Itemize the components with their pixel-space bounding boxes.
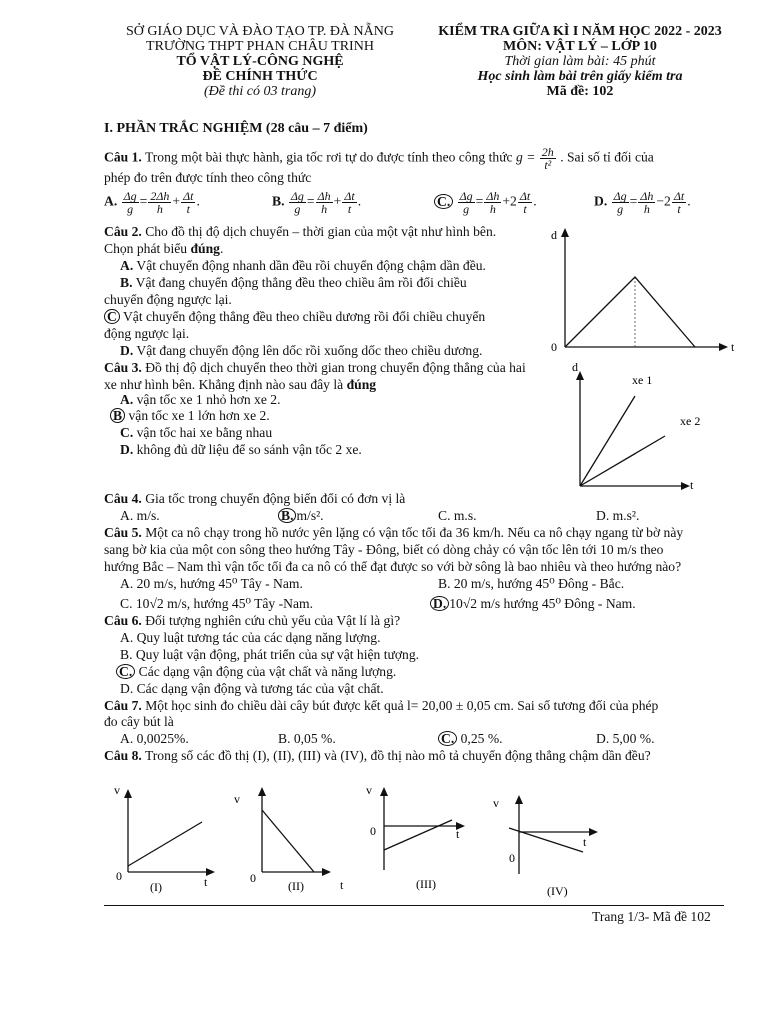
q1-option-c[interactable]: C. $\frac{\Delta g}{g}$ = $\frac{\Delta h}{h}$ +2 $\frac{\Delta t}{t}$ . bbox=[434, 190, 537, 215]
q8-graph-4 bbox=[485, 790, 605, 905]
exam-title: KIỂM TRA GIỮA KÌ I NĂM HỌC 2022 - 2023 bbox=[438, 24, 722, 39]
q5-option-d[interactable]: D. 10√2 m/s hướng 45⁰ Đông - Nam. bbox=[430, 596, 636, 611]
q7-option-c[interactable]: C. 0,25 %. bbox=[438, 731, 503, 746]
q5-label: Câu 5. bbox=[104, 525, 142, 540]
q1-formula-lhs: g = bbox=[516, 149, 536, 165]
time-limit: Thời gian làm bài: 45 phút bbox=[504, 54, 656, 69]
q3-option-d[interactable]: D. không đủ dữ liệu để so sánh vận tốc 2 xe. bbox=[120, 442, 362, 457]
q2-x-label: t bbox=[731, 340, 735, 354]
q6-option-b[interactable]: B. Quy luật vận động, phát triển của sự vật hiện tượng. bbox=[120, 647, 420, 662]
q5-option-a[interactable]: A. 20 m/s, hướng 45⁰ Tây - Nam. bbox=[120, 576, 303, 591]
g2-x-label: t bbox=[340, 878, 344, 892]
group-name: TỔ VẬT LÝ-CÔNG NGHỆ bbox=[176, 54, 344, 69]
q2-y-label: d bbox=[551, 228, 557, 242]
q1-text3: phép đo trên được tính theo công thức bbox=[104, 170, 312, 185]
q4-option-c[interactable]: C. m.s. bbox=[438, 508, 477, 523]
q4-stem: Câu 4. Gia tốc trong chuyển động biến đổi có đơn vị là bbox=[104, 491, 406, 506]
q2-origin: 0 bbox=[551, 340, 557, 354]
q4-option-a[interactable]: A. m/s. bbox=[120, 508, 160, 523]
exam-note: Học sinh làm bài trên giấy kiểm tra bbox=[477, 69, 683, 84]
q1-option-b[interactable]: B. $\frac{\Delta g}{g}$ = $\frac{\Delta h}{h}$ + $\frac{\Delta t}{t}$ . bbox=[272, 189, 362, 216]
q6-option-a[interactable]: A. Quy luật tương tác của các dạng năng lượng. bbox=[120, 630, 381, 645]
q3-line-xe1 bbox=[580, 396, 635, 486]
dept-name: SỞ GIÁO DỤC VÀ ĐÀO TẠO TP. ĐÀ NẴNG bbox=[126, 24, 394, 39]
q7-option-d[interactable]: D. 5,00 %. bbox=[596, 731, 655, 746]
q7-answer-mark: C. bbox=[438, 731, 457, 746]
q4-option-d[interactable]: D. m.s². bbox=[596, 508, 640, 523]
q1-text2: . Sai số tỉ đối của bbox=[560, 149, 654, 165]
subject: MÔN: VẬT LÝ – LỚP 10 bbox=[503, 39, 657, 54]
q4-label: Câu 4. bbox=[104, 491, 142, 506]
q2-option-c-cont: động ngược lại. bbox=[104, 326, 190, 341]
g1-x-label: t bbox=[204, 875, 208, 889]
footer-page: Trang 1/3- Mã đề 102 bbox=[592, 909, 711, 924]
q5-option-c[interactable]: C. 10√2 m/s, hướng 45⁰ Tây -Nam. bbox=[120, 596, 313, 611]
q1-label: Câu 1. bbox=[104, 149, 142, 165]
q3-y-label: d bbox=[572, 360, 578, 374]
g4-x-label: t bbox=[583, 835, 587, 849]
g2-origin: 0 bbox=[250, 871, 256, 885]
q7-line2: đo cây bút là bbox=[104, 714, 174, 729]
q6-option-d[interactable]: D. Các dạng vận động và tương tác của vật chất. bbox=[120, 681, 384, 696]
q8-graph-3 bbox=[360, 780, 470, 895]
section-title: I. PHẦN TRẮC NGHIỆM (28 câu – 7 điểm) bbox=[104, 121, 368, 136]
q8-graph-2 bbox=[228, 780, 358, 895]
q5-line2: sang bờ kia của một con sông theo hướng Tây - Đông, biết có dòng chảy có vận tốc lên tới 10 m/s theo bbox=[104, 542, 664, 557]
q6-answer-mark: C. bbox=[116, 664, 135, 679]
q3-series2-label: xe 2 bbox=[680, 414, 701, 428]
q7-option-b[interactable]: B. 0,05 %. bbox=[278, 731, 336, 746]
q8-label: Câu 8. bbox=[104, 748, 142, 763]
q3-option-c[interactable]: C. vận tốc hai xe bằng nhau bbox=[120, 425, 273, 440]
q1-stem bbox=[104, 146, 654, 171]
q2-line1: Câu 2. Cho đồ thị độ dịch chuyển – thời gian của một vật như hình bên. bbox=[104, 224, 497, 239]
q7-option-a[interactable]: A. 0,0025%. bbox=[120, 731, 189, 746]
g2-y-label: v bbox=[234, 792, 240, 806]
g3-x-label: t bbox=[456, 827, 460, 841]
q2-x-arrow bbox=[719, 343, 728, 351]
q2-option-b[interactable]: B. Vật đang chuyển động thẳng đều theo chiều âm rồi đổi chiều bbox=[120, 275, 467, 290]
q5-line1: Câu 5. Một ca nô chạy trong hồ nước yên lặng có vận tốc tối đa 36 km/h. Nếu ca nô chạy ngang từ bờ này bbox=[104, 525, 684, 540]
q2-line2: Chọn phát biểu đúng. bbox=[104, 241, 224, 256]
q5-answer-mark: D. bbox=[430, 596, 449, 611]
q4-option-b[interactable]: B. m/s². bbox=[278, 508, 324, 523]
page-count: (Đề thi có 03 trang) bbox=[204, 84, 316, 99]
header-left bbox=[100, 24, 420, 99]
q3-label: Câu 3. bbox=[104, 360, 142, 375]
official-label: ĐỀ CHÍNH THỨC bbox=[202, 69, 318, 84]
q1-option-d[interactable]: D. $\frac{\Delta g}{g}$ = $\frac{\Delta h}{h}$ −2 $\frac{\Delta t}{t}$ . bbox=[594, 189, 691, 216]
q3-answer-mark: B bbox=[110, 408, 125, 423]
q2-line bbox=[565, 277, 695, 347]
g1-line bbox=[128, 822, 202, 866]
q3-line2: xe như hình bên. Khẳng định nào sau đây là đúng bbox=[104, 377, 377, 392]
q3-x-arrow bbox=[681, 482, 690, 490]
q1-options bbox=[104, 190, 744, 220]
q7-label: Câu 7. bbox=[104, 698, 142, 713]
q1-option-a[interactable]: A. $\frac{\Delta g}{g}$ = $\frac{2\Delta h}{h}$ + $\frac{\Delta t}{t}$ . bbox=[104, 189, 200, 216]
q2-graph bbox=[545, 225, 740, 360]
q6-stem: Câu 6. Đối tượng nghiên cứu chủ yếu của Vật lí là gì? bbox=[104, 613, 401, 628]
q2-answer-mark: C bbox=[104, 309, 120, 324]
q1-text: Trong một bài thực hành, gia tốc rơi tự do được tính theo công thức bbox=[144, 149, 513, 165]
q3-line-xe2 bbox=[580, 436, 665, 486]
q6-option-c[interactable]: C. Các dạng vận động của vật chất và năng lượng. bbox=[116, 664, 396, 679]
q8-stem: Câu 8. Trong số các đồ thị (I), (II), (III) và (IV), đồ thị nào mô tả chuyển động thẳng chậm dần đều? bbox=[104, 748, 651, 763]
q5-line3: hướng Bắc – Nam thì vận tốc tối đa ca nô có thể đạt được so với bờ sông là bao nhiêu và theo hướng nào? bbox=[104, 559, 682, 574]
g3-y-label: v bbox=[366, 783, 372, 797]
g2-line bbox=[262, 810, 314, 872]
g1-origin: 0 bbox=[116, 869, 122, 883]
q6-label: Câu 6. bbox=[104, 613, 142, 628]
school-name: TRƯỜNG THPT PHAN CHÂU TRINH bbox=[146, 39, 374, 54]
q7-line1: Câu 7. Một học sinh đo chiều dài cây bút được kết quả l= 20,00 ± 0,05 cm. Sai số tương đối của phép bbox=[104, 698, 659, 713]
g1-caption: (I) bbox=[150, 880, 162, 894]
g2-caption: (II) bbox=[288, 879, 304, 893]
g3-caption: (III) bbox=[416, 877, 436, 891]
q3-series1-label: xe 1 bbox=[632, 373, 653, 387]
g1-y-label: v bbox=[114, 783, 120, 797]
q2-option-a[interactable]: A. Vật chuyển động nhanh dần đều rồi chuyển động chậm dần đều. bbox=[120, 258, 486, 273]
q1-answer-mark: C. bbox=[434, 194, 453, 209]
q4-answer-mark: B. bbox=[278, 508, 296, 523]
g4-y-label: v bbox=[493, 796, 499, 810]
q3-x-label: t bbox=[690, 478, 694, 492]
q5-option-b[interactable]: B. 20 m/s, hướng 45⁰ Đông - Bắc. bbox=[438, 576, 625, 591]
footer-rule bbox=[104, 905, 724, 906]
g3-line bbox=[384, 820, 452, 850]
q2-option-d[interactable]: D. Vật đang chuyển động lên dốc rồi xuống dốc theo chiều dương. bbox=[120, 343, 483, 358]
g4-caption: (IV) bbox=[547, 884, 568, 898]
q2-label: Câu 2. bbox=[104, 224, 142, 239]
header-right bbox=[420, 24, 740, 99]
q3-graph bbox=[560, 358, 745, 493]
q3-option-a[interactable]: A. vận tốc xe 1 nhỏ hơn xe 2. bbox=[120, 392, 281, 407]
g3-origin: 0 bbox=[370, 824, 376, 838]
exam-code: Mã đề: 102 bbox=[546, 84, 614, 99]
q3-line1: Câu 3. Đồ thị độ dịch chuyển theo thời gian trong chuyển động thẳng của hai bbox=[104, 360, 526, 375]
q1-formula-fraction: $\frac{2h}{\text{t²}}$ bbox=[541, 145, 554, 172]
q8-graph-1 bbox=[110, 780, 220, 895]
q2-y-arrow bbox=[561, 228, 569, 237]
g4-origin: 0 bbox=[509, 851, 515, 865]
q2-option-c[interactable]: C Vật chuyển động thẳng đều theo chiều dương rồi đổi chiều chuyển bbox=[104, 309, 485, 324]
q3-option-b[interactable]: B vận tốc xe 1 lớn hơn xe 2. bbox=[110, 408, 270, 423]
q2-option-b-cont: chuyển động ngược lại. bbox=[104, 292, 232, 307]
